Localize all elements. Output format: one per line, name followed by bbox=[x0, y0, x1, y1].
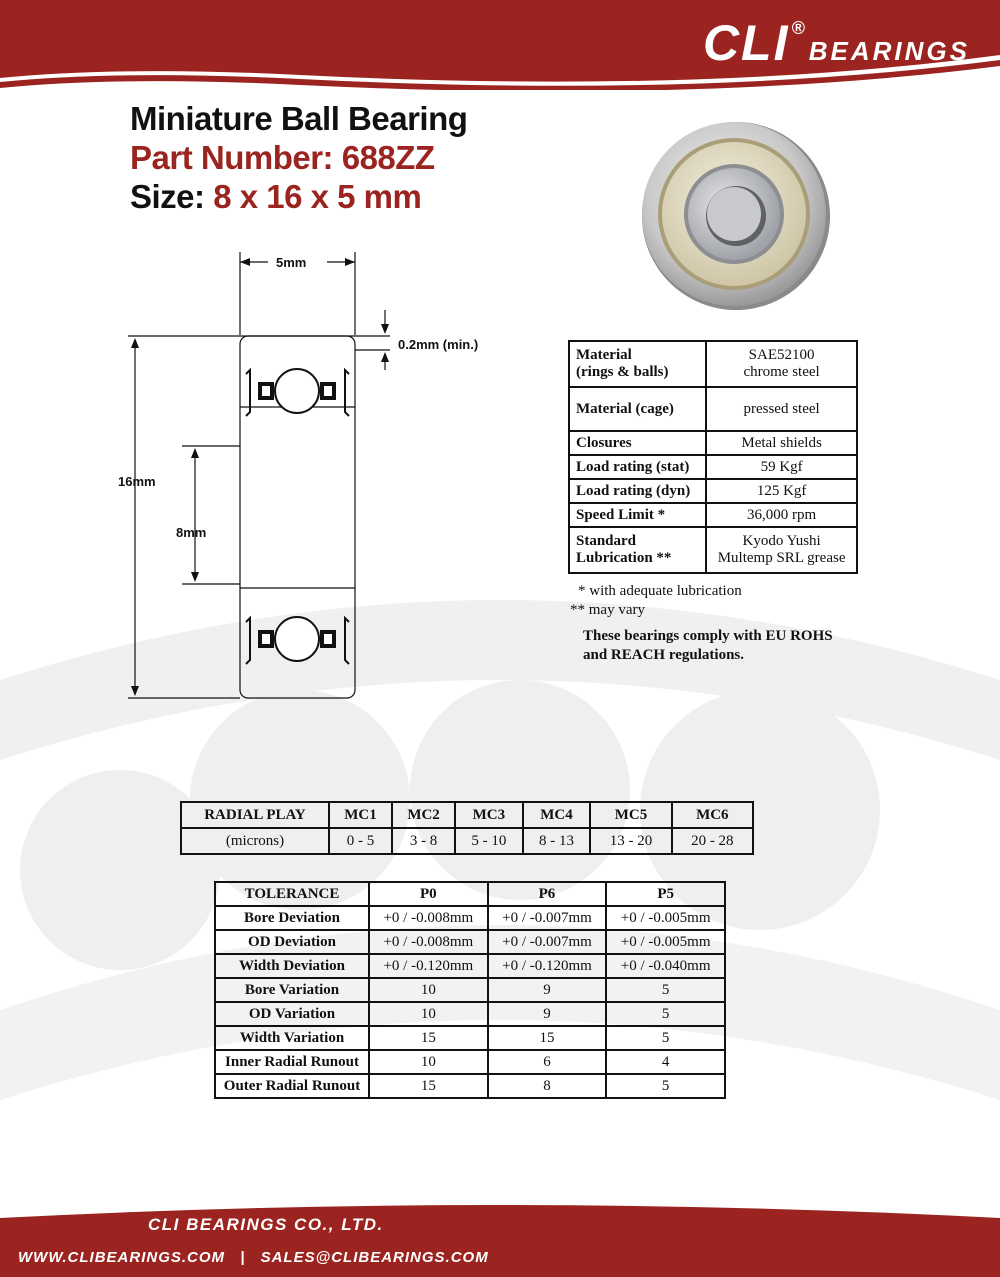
spec-label-text: Material (rings & balls) bbox=[576, 347, 669, 380]
tolerance-header: TOLERANCE bbox=[215, 882, 369, 906]
note-lubrication: * with adequate lubrication bbox=[578, 583, 742, 599]
table-row bbox=[569, 527, 857, 573]
spec-label: Speed Limit * bbox=[569, 503, 706, 527]
radial-value: 20 - 28 bbox=[672, 828, 753, 854]
tolerance-cell: 9 bbox=[488, 978, 607, 1002]
tolerance-cell: +0 / -0.005mm bbox=[606, 930, 725, 954]
table-row bbox=[215, 1026, 725, 1050]
tolerance-row-label: OD Deviation bbox=[215, 930, 369, 954]
tolerance-cell: 15 bbox=[369, 1026, 488, 1050]
radial-play-header: RADIAL PLAY bbox=[181, 802, 329, 828]
spec-label: Load rating (stat) bbox=[569, 455, 706, 479]
radial-value: 0 - 5 bbox=[329, 828, 392, 854]
bore-dimension-label: 8mm bbox=[176, 525, 207, 540]
tolerance-cell: 10 bbox=[369, 1002, 488, 1026]
tolerance-row-label: Inner Radial Runout bbox=[215, 1050, 369, 1074]
table-row bbox=[181, 828, 753, 854]
size bbox=[130, 178, 421, 216]
table-row bbox=[181, 802, 753, 828]
radial-play-table bbox=[180, 801, 754, 855]
tolerance-cell: 8 bbox=[488, 1074, 607, 1098]
tolerance-row-label: OD Variation bbox=[215, 1002, 369, 1026]
tolerance-cell: 5 bbox=[606, 978, 725, 1002]
table-row bbox=[215, 954, 725, 978]
compliance-note bbox=[583, 627, 833, 665]
table-row bbox=[215, 1002, 725, 1026]
tolerance-row-label: Bore Variation bbox=[215, 978, 369, 1002]
radial-value: 8 - 13 bbox=[523, 828, 591, 854]
tolerance-cell: +0 / -0.120mm bbox=[369, 954, 488, 978]
tolerance-cell: 5 bbox=[606, 1074, 725, 1098]
tolerance-column: P6 bbox=[488, 882, 607, 906]
table-row bbox=[215, 978, 725, 1002]
spec-label: Closures bbox=[569, 431, 706, 455]
spec-value: 125 Kgf bbox=[706, 479, 857, 503]
part-number bbox=[130, 139, 435, 177]
table-row bbox=[215, 1074, 725, 1098]
brand-main: CLI bbox=[702, 15, 790, 71]
brand-registered: ® bbox=[791, 18, 805, 38]
tolerance-cell: +0 / -0.007mm bbox=[488, 906, 607, 930]
tolerance-cell: 4 bbox=[606, 1050, 725, 1074]
tolerance-cell: 15 bbox=[488, 1026, 607, 1050]
tolerance-row-label: Bore Deviation bbox=[215, 906, 369, 930]
tolerance-cell: +0 / -0.007mm bbox=[488, 930, 607, 954]
tolerance-table bbox=[214, 881, 726, 1099]
radial-class: MC1 bbox=[329, 802, 392, 828]
table-row bbox=[569, 341, 857, 387]
footer-separator: | bbox=[240, 1249, 246, 1266]
tolerance-column: P5 bbox=[606, 882, 725, 906]
spec-value: 36,000 rpm bbox=[706, 503, 857, 527]
spec-value: pressed steel bbox=[706, 387, 857, 431]
brand-sub: BEARINGS bbox=[808, 36, 970, 66]
width-dimension-label: 5mm bbox=[276, 255, 307, 270]
tolerance-cell: +0 / -0.005mm bbox=[606, 906, 725, 930]
spec-value: 59 Kgf bbox=[706, 455, 857, 479]
table-row bbox=[569, 503, 857, 527]
table-row bbox=[569, 455, 857, 479]
spec-label bbox=[569, 527, 706, 573]
footer-company: CLI BEARINGS CO., LTD. bbox=[148, 1215, 384, 1234]
radial-play-unit: (microns) bbox=[181, 828, 329, 854]
od-dimension-label: 16mm bbox=[118, 474, 156, 489]
table-row bbox=[215, 882, 725, 906]
tolerance-cell: 9 bbox=[488, 1002, 607, 1026]
radial-class: MC4 bbox=[523, 802, 591, 828]
table-row bbox=[569, 387, 857, 431]
brand-logo bbox=[703, 14, 970, 72]
tolerance-column: P0 bbox=[369, 882, 488, 906]
spec-value bbox=[706, 341, 857, 387]
radial-class: MC6 bbox=[672, 802, 753, 828]
product-title: Miniature Ball Bearing bbox=[130, 100, 468, 137]
spec-label-text: Standard Lubrication ** bbox=[576, 533, 672, 566]
tolerance-cell: +0 / -0.008mm bbox=[369, 906, 488, 930]
shield-dimension-label: 0.2mm (min.) bbox=[398, 337, 479, 352]
spec-label: Material (cage) bbox=[569, 387, 706, 431]
bearing-photo bbox=[636, 118, 836, 314]
cross-section-drawing bbox=[110, 250, 510, 710]
table-row bbox=[215, 930, 725, 954]
table-row bbox=[569, 479, 857, 503]
tolerance-row-label: Width Deviation bbox=[215, 954, 369, 978]
tolerance-cell: 5 bbox=[606, 1002, 725, 1026]
tolerance-row-label: Width Variation bbox=[215, 1026, 369, 1050]
spec-label: Load rating (dyn) bbox=[569, 479, 706, 503]
table-row bbox=[215, 1050, 725, 1074]
tolerance-row-label: Outer Radial Runout bbox=[215, 1074, 369, 1098]
footer-email-link[interactable]: SALES@CLIBEARINGS.COM bbox=[260, 1249, 489, 1266]
radial-class: MC5 bbox=[590, 802, 671, 828]
spec-value: Metal shields bbox=[706, 431, 857, 455]
tolerance-cell: +0 / -0.120mm bbox=[488, 954, 607, 978]
radial-value: 13 - 20 bbox=[590, 828, 671, 854]
spec-value bbox=[706, 527, 857, 573]
tolerance-cell: +0 / -0.040mm bbox=[606, 954, 725, 978]
tolerance-cell: +0 / -0.008mm bbox=[369, 930, 488, 954]
note-may-vary: ** may vary bbox=[570, 602, 645, 618]
radial-value: 3 - 8 bbox=[392, 828, 455, 854]
size-value: 8 x 16 x 5 mm bbox=[213, 178, 422, 215]
radial-value: 5 - 10 bbox=[455, 828, 523, 854]
tolerance-cell: 10 bbox=[369, 978, 488, 1002]
tolerance-cell: 6 bbox=[488, 1050, 607, 1074]
tolerance-cell: 5 bbox=[606, 1026, 725, 1050]
tolerance-cell: 15 bbox=[369, 1074, 488, 1098]
compliance-line-1: These bearings comply with EU ROHS bbox=[583, 628, 833, 644]
spec-value-text: Kyodo Yushi Multemp SRL grease bbox=[717, 533, 846, 566]
part-number-label: Part Number: bbox=[130, 139, 334, 176]
radial-class: MC3 bbox=[455, 802, 523, 828]
radial-class: MC2 bbox=[392, 802, 455, 828]
spec-value-text: SAE52100 chrome steel bbox=[743, 347, 820, 380]
spec-table bbox=[568, 340, 858, 574]
footer-contact bbox=[18, 1249, 489, 1266]
spec-label bbox=[569, 341, 706, 387]
footer-website-link[interactable]: WWW.CLIBEARINGS.COM bbox=[18, 1249, 226, 1266]
size-label: Size: bbox=[130, 178, 205, 215]
part-number-value: 688ZZ bbox=[341, 139, 435, 176]
table-row bbox=[215, 906, 725, 930]
tolerance-cell: 10 bbox=[369, 1050, 488, 1074]
table-row bbox=[569, 431, 857, 455]
compliance-line-2: and REACH regulations. bbox=[583, 647, 745, 663]
